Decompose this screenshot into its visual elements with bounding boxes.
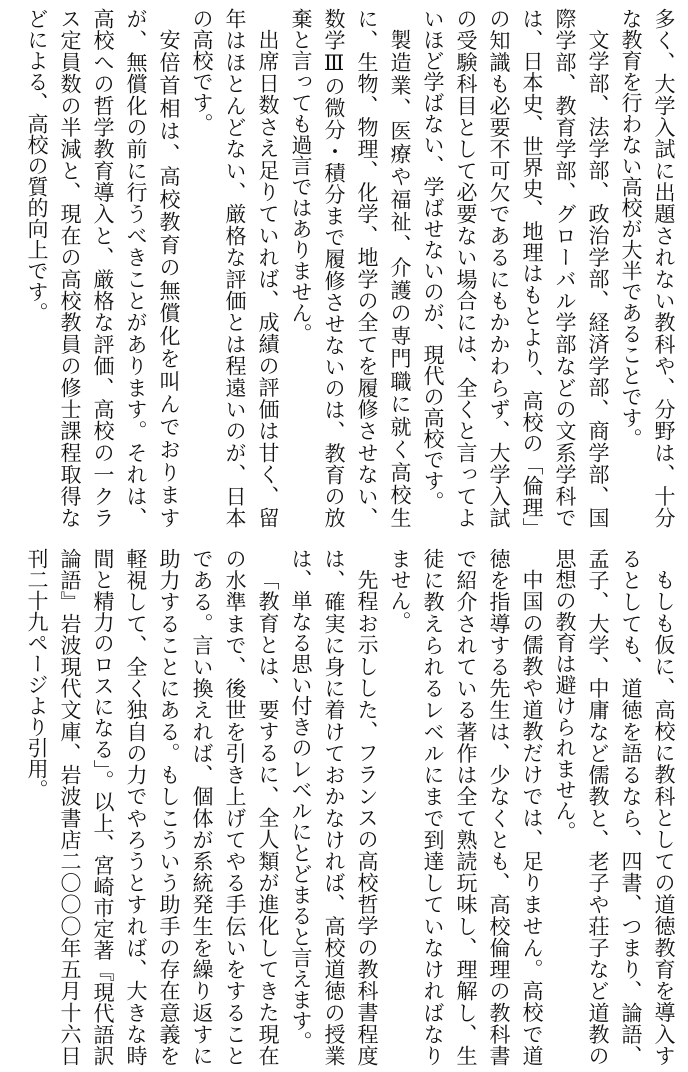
paragraph: 安倍首相は、高校教育の無償化を叫んでおりますが、無償化の前に行うべきことがあります。それは、高校への哲学教育導入と、厳格な評価、高校の一クラス定員数の半減と、現在の高校教員の修士課程取得などによる、高校の質的向上です。 — [25, 8, 181, 528]
paragraph: 中国の儒教や道教だけでは、足りません。高校で道徳を指導する先生は、少なくとも、高校倫理の教科書で紹介されている著作は全て熟読玩味し、理解し、生徒に教えられるレベルにまで到達していなければなりません。 — [388, 548, 544, 1066]
paragraph: 多く、大学入試に出題されない教科や、分野は、十分な教育を行わない高校が大半であることです。 — [619, 8, 676, 528]
paragraph: 文学部、法学部、政治学部、経済学部、商学部、国際学部、教育学部、グローバル学部などの文系学科では、日本史、世界史、地理はもとより、高校の「倫理」の知識も必要不可欠であるにもかかわらず、大学入試の受験科目として必要ない場合には、全くと言ってよいほど学ばない、学ばせないのが、現代の高校です。 — [421, 8, 610, 528]
paragraph: 先程お示しした、フランスの高校哲学の教科書程度は、確実に身に着けておかなければ、高校道徳の授業は、単なる思い付きのレベルにとどまると言えます。 — [289, 548, 379, 1066]
lower-text-block — [8, 548, 680, 1066]
quotation-paragraph: 「教育とは、要するに、全人類が進化してきた現在の水準まで、後世を引き上げてやる手伝いをすることである。言い換えれば、個体が系統発生を繰り返すに助力することにある。もしこういう助手の存在意義を軽視して、全く独自の力でやろうとすれば、大きな時間と精力のロスになる」。以上、宮崎市定著『現代語訳論語』岩波現代文庫、岩波書店二〇〇〇年五月十六日刊二十九ページより引用。 — [25, 548, 280, 1066]
upper-text-block — [8, 8, 680, 528]
paragraph: もしも仮に、高校に教科としての道徳教育を導入するとしても、道徳を語るなら、四書、つまり、論語、孟子、大学、中庸など儒教と、老子や荘子など道教の思想の教育は避けられません。 — [553, 548, 676, 1066]
paragraph: 製造業、医療や福祉、介護の専門職に就く高校生に、生物、物理、化学、地学の全てを履修させない、数学Ⅲの微分・積分まで履修させないのは、教育の放棄と言っても過言ではありません。 — [289, 8, 412, 528]
paragraph: 出席日数さえ足りていれば、成績の評価は甘く、留年はほとんどない、厳格な評価とは程遠いのが、日本の高校です。 — [190, 8, 280, 528]
